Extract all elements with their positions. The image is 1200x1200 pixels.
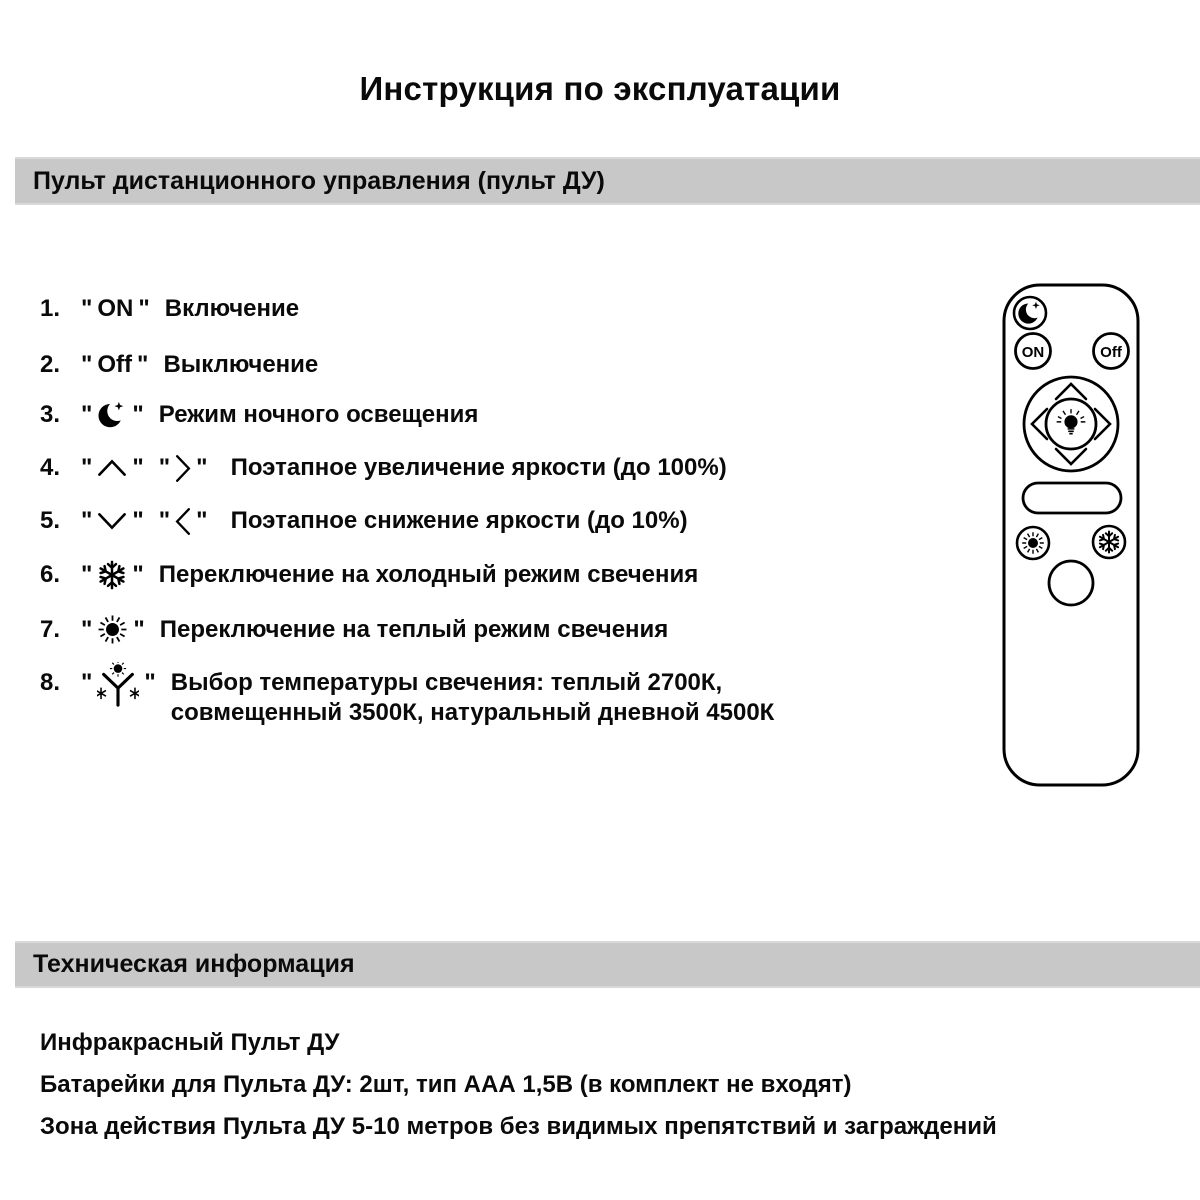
quote-mark: "	[81, 615, 93, 643]
item-text: Переключение на теплый режим свечения	[159, 615, 669, 643]
item-text: Режим ночного освещения	[158, 401, 479, 428]
remote-control-drawing	[1002, 283, 1140, 787]
quote-mark: "	[81, 507, 93, 534]
night-mode-button	[1014, 297, 1046, 329]
sun-icon	[1022, 532, 1044, 554]
item-text: Поэтапное увеличение яркости (до 100%)	[230, 454, 727, 481]
list-item-brightness-down	[40, 506, 688, 536]
section-heading-tech	[15, 941, 1200, 988]
item-number: 6.	[40, 561, 61, 588]
item-number: 4.	[40, 454, 61, 481]
quote-mark: "	[81, 351, 93, 378]
chevron-up-icon	[97, 459, 127, 477]
off-button-label: Off	[1100, 344, 1122, 361]
round-button	[1049, 561, 1093, 605]
off-button	[1094, 334, 1129, 369]
page-title: Инструкция по эксплуатации	[359, 70, 841, 107]
chevron-up-icon	[1056, 384, 1086, 399]
tech-info-line: Батарейки для Пульта ДУ: 2шт, тип ААА 1,5В (в комплект не входят)	[40, 1071, 852, 1098]
cold-mode-button	[1093, 526, 1125, 558]
item-text: Выключение	[163, 351, 319, 378]
crescent-moon-icon	[97, 400, 127, 430]
item-number: 2.	[40, 351, 61, 378]
section-heading-text: Пульт дистанционного управления (пульт ДУ)	[33, 166, 605, 195]
list-item-warm-mode	[40, 614, 668, 645]
list-item-night-mode	[40, 400, 478, 430]
on-button-label: ON	[1021, 344, 1045, 361]
quote-mark: "	[196, 507, 208, 534]
item-text-line2: совмещенный 3500К, натуральный дневной 4500К	[170, 699, 775, 726]
quote-mark: "	[133, 615, 145, 643]
light-bulb-icon	[1057, 409, 1086, 434]
item-number: 8.	[40, 669, 61, 696]
quote-mark: "	[81, 561, 93, 588]
item-text: Поэтапное снижение яркости (до 10%)	[230, 507, 688, 534]
quote-mark: "	[81, 295, 93, 322]
quote-mark: "	[132, 401, 144, 428]
item-text-line1: Выбор температуры свечения: теплый 2700К,	[170, 669, 723, 696]
tech-info-line: Инфракрасный Пульт ДУ	[40, 1029, 340, 1056]
item-text: Включение	[164, 295, 300, 322]
sun-icon	[97, 614, 128, 645]
chevron-down-icon	[1056, 449, 1086, 464]
chevron-right-icon	[175, 454, 191, 483]
quote-mark: "	[158, 507, 171, 534]
warm-mode-button	[1017, 527, 1049, 559]
item-text: Переключение на холодный режим свечения	[158, 561, 699, 588]
quote-mark: "	[132, 507, 144, 534]
quote-mark: "	[137, 351, 149, 378]
section-heading-remote	[15, 157, 1200, 205]
navigation-pad	[1024, 377, 1118, 471]
item-number: 1.	[40, 295, 61, 322]
quote-mark: "	[138, 295, 150, 322]
color-temp-select-icon	[97, 662, 139, 709]
list-item-on	[40, 294, 299, 324]
on-button	[1016, 334, 1051, 369]
item-number: 3.	[40, 401, 61, 428]
quote-mark: "	[132, 561, 144, 588]
pill-button	[1023, 483, 1121, 513]
on-label: ON	[97, 295, 134, 322]
section-heading-text: Техническая информация	[33, 950, 355, 978]
item-number: 7.	[40, 615, 61, 643]
tech-info-line: Зона действия Пульта ДУ 5-10 метров без видимых препятствий и заграждений	[40, 1113, 997, 1140]
quote-mark: "	[196, 454, 208, 481]
chevron-down-icon	[97, 512, 127, 530]
quote-mark: "	[132, 454, 144, 481]
item-text	[171, 668, 775, 728]
snowflake-icon	[1098, 532, 1119, 553]
quote-mark: "	[144, 669, 156, 696]
quote-mark: "	[158, 454, 171, 481]
crescent-moon-icon	[1018, 301, 1043, 324]
list-item-off	[40, 350, 318, 380]
list-item-cold-mode	[40, 560, 698, 590]
off-label: Off	[97, 351, 133, 378]
item-number: 5.	[40, 507, 61, 534]
quote-mark: "	[81, 669, 93, 696]
quote-mark: "	[81, 401, 93, 428]
list-item-brightness-up	[40, 453, 727, 483]
list-item-color-temp	[40, 668, 774, 728]
quote-mark: "	[81, 454, 93, 481]
snowflake-icon	[97, 560, 127, 590]
chevron-left-icon	[175, 507, 191, 536]
